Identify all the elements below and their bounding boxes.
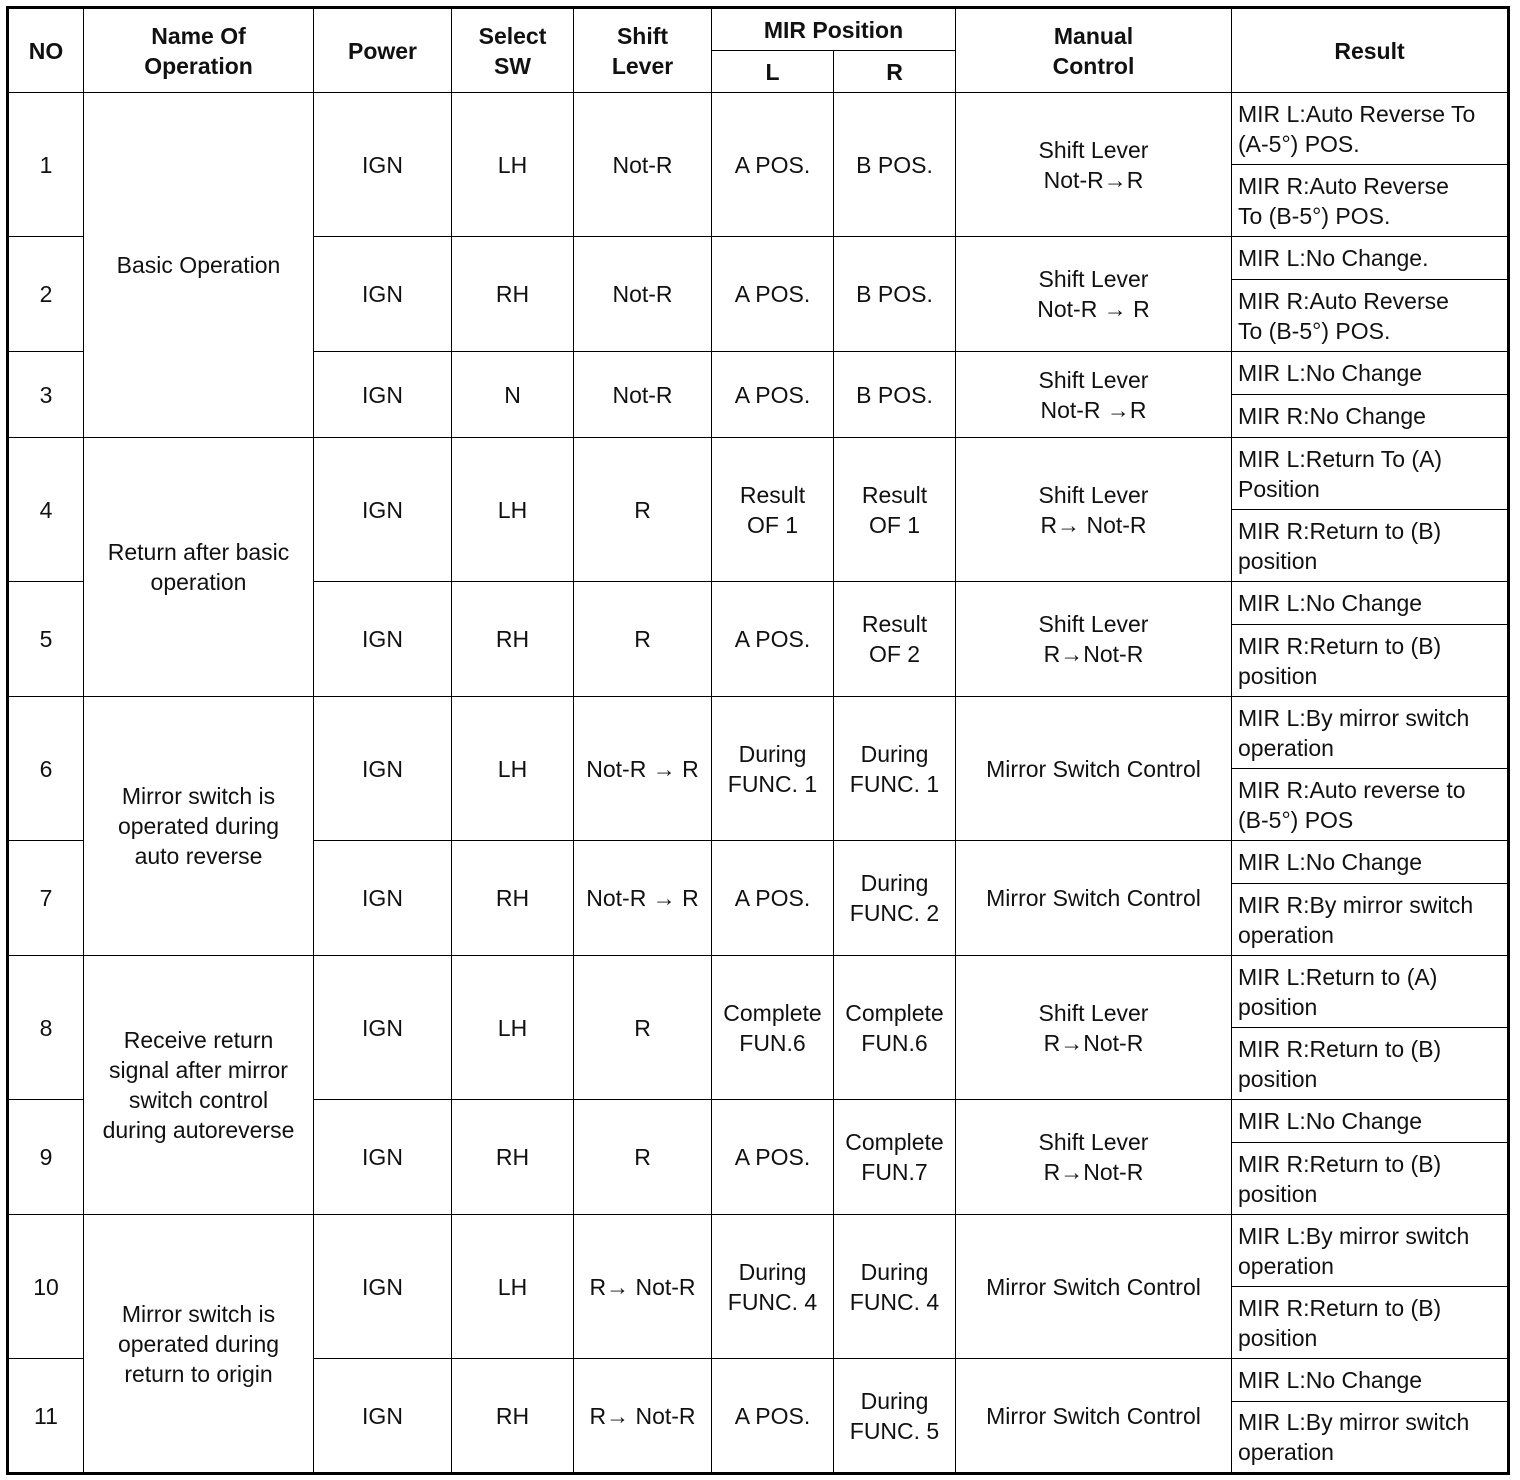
row-no: 9 bbox=[8, 1100, 84, 1215]
result-cell: MIR L:No Change bbox=[1232, 1359, 1509, 1402]
header-mir-l: L bbox=[712, 51, 834, 93]
shift-lever-cell: Not-R bbox=[574, 93, 712, 237]
mir-r-cell: During FUNC. 5 bbox=[834, 1359, 956, 1474]
mir-l-cell: A POS. bbox=[712, 1100, 834, 1215]
row-no: 3 bbox=[8, 352, 84, 438]
result-cell: MIR L:No Change. bbox=[1232, 237, 1509, 280]
select-sw-cell: RH bbox=[452, 237, 574, 352]
mir-l-cell: A POS. bbox=[712, 237, 834, 352]
manual-control-cell: Shift Lever R→Not-R bbox=[956, 582, 1232, 697]
result-cell: MIR L:By mirror switch operation bbox=[1232, 697, 1509, 769]
mir-r-cell: During FUNC. 2 bbox=[834, 841, 956, 956]
result-cell: MIR L:Return To (A) Position bbox=[1232, 438, 1509, 510]
table-row bbox=[8, 956, 1509, 1028]
header-row bbox=[8, 8, 1509, 51]
table-row bbox=[8, 697, 1509, 769]
mir-l-cell: Result OF 1 bbox=[712, 438, 834, 582]
manual-control-cell: Mirror Switch Control bbox=[956, 697, 1232, 841]
select-sw-cell: LH bbox=[452, 438, 574, 582]
select-sw-cell: LH bbox=[452, 697, 574, 841]
table-row bbox=[8, 1215, 1509, 1287]
shift-lever-cell: Not-R bbox=[574, 352, 712, 438]
power-cell: IGN bbox=[314, 1100, 452, 1215]
result-cell: MIR L:No Change bbox=[1232, 352, 1509, 395]
header-no: NO bbox=[8, 8, 84, 93]
result-cell: MIR L:Return to (A) position bbox=[1232, 956, 1509, 1028]
mir-r-cell: Result OF 1 bbox=[834, 438, 956, 582]
power-cell: IGN bbox=[314, 956, 452, 1100]
manual-control-cell: Mirror Switch Control bbox=[956, 841, 1232, 956]
power-cell: IGN bbox=[314, 841, 452, 956]
header-manual-control: Manual Control bbox=[956, 8, 1232, 93]
header-power: Power bbox=[314, 8, 452, 93]
shift-lever-cell: R bbox=[574, 956, 712, 1100]
mirror-operation-table bbox=[6, 6, 1510, 1475]
result-cell: MIR R:Return to (B) position bbox=[1232, 1287, 1509, 1359]
power-cell: IGN bbox=[314, 438, 452, 582]
manual-control-cell: Shift Lever Not-R → R bbox=[956, 237, 1232, 352]
header-mir-position: MIR Position bbox=[712, 8, 956, 51]
table-row bbox=[8, 438, 1509, 510]
mir-r-cell: Complete FUN.6 bbox=[834, 956, 956, 1100]
power-cell: IGN bbox=[314, 237, 452, 352]
result-cell: MIR L:No Change bbox=[1232, 841, 1509, 884]
result-cell: MIR R:Return to (B) position bbox=[1232, 510, 1509, 582]
power-cell: IGN bbox=[314, 93, 452, 237]
power-cell: IGN bbox=[314, 1215, 452, 1359]
mir-l-cell: During FUNC. 4 bbox=[712, 1215, 834, 1359]
result-cell: MIR R:No Change bbox=[1232, 395, 1509, 438]
result-cell: MIR L:By mirror switch operation bbox=[1232, 1215, 1509, 1287]
header-mir-r: R bbox=[834, 51, 956, 93]
manual-control-cell: Shift Lever R→ Not-R bbox=[956, 438, 1232, 582]
mir-r-cell: B POS. bbox=[834, 352, 956, 438]
shift-lever-cell: R→ Not-R bbox=[574, 1215, 712, 1359]
row-no: 7 bbox=[8, 841, 84, 956]
header-result: Result bbox=[1232, 8, 1509, 93]
select-sw-cell: RH bbox=[452, 1359, 574, 1474]
shift-lever-cell: R→ Not-R bbox=[574, 1359, 712, 1474]
shift-lever-cell: Not-R bbox=[574, 237, 712, 352]
mir-l-cell: A POS. bbox=[712, 582, 834, 697]
power-cell: IGN bbox=[314, 582, 452, 697]
result-cell: MIR L:No Change bbox=[1232, 1100, 1509, 1143]
shift-lever-cell: R bbox=[574, 1100, 712, 1215]
operation-name: Mirror switch is operated during auto reverse bbox=[84, 697, 314, 956]
row-no: 10 bbox=[8, 1215, 84, 1359]
row-no: 8 bbox=[8, 956, 84, 1100]
mir-r-cell: B POS. bbox=[834, 237, 956, 352]
select-sw-cell: RH bbox=[452, 1100, 574, 1215]
operation-name: Basic Operation bbox=[84, 93, 314, 438]
mir-l-cell: Complete FUN.6 bbox=[712, 956, 834, 1100]
row-no: 5 bbox=[8, 582, 84, 697]
mir-r-cell: Complete FUN.7 bbox=[834, 1100, 956, 1215]
manual-control-cell: Mirror Switch Control bbox=[956, 1359, 1232, 1474]
row-no: 11 bbox=[8, 1359, 84, 1474]
mir-r-cell: During FUNC. 4 bbox=[834, 1215, 956, 1359]
row-no: 2 bbox=[8, 237, 84, 352]
operation-name: Receive return signal after mirror switch control during autoreverse bbox=[84, 956, 314, 1215]
result-cell: MIR R:By mirror switch operation bbox=[1232, 884, 1509, 956]
manual-control-cell: Mirror Switch Control bbox=[956, 1215, 1232, 1359]
mir-r-cell: Result OF 2 bbox=[834, 582, 956, 697]
select-sw-cell: LH bbox=[452, 93, 574, 237]
select-sw-cell: RH bbox=[452, 841, 574, 956]
mir-r-cell: During FUNC. 1 bbox=[834, 697, 956, 841]
result-cell: MIR R:Return to (B) position bbox=[1232, 625, 1509, 697]
operation-name: Mirror switch is operated during return to origin bbox=[84, 1215, 314, 1474]
manual-control-cell: Shift Lever Not-R→R bbox=[956, 93, 1232, 237]
manual-control-cell: Shift Lever R→Not-R bbox=[956, 1100, 1232, 1215]
select-sw-cell: RH bbox=[452, 582, 574, 697]
table-row bbox=[8, 93, 1509, 165]
mir-r-cell: B POS. bbox=[834, 93, 956, 237]
shift-lever-cell: R bbox=[574, 438, 712, 582]
select-sw-cell: LH bbox=[452, 1215, 574, 1359]
power-cell: IGN bbox=[314, 697, 452, 841]
power-cell: IGN bbox=[314, 352, 452, 438]
row-no: 4 bbox=[8, 438, 84, 582]
result-cell: MIR L:By mirror switch operation bbox=[1232, 1402, 1509, 1474]
result-cell: MIR R:Auto reverse to (B-5°) POS bbox=[1232, 769, 1509, 841]
result-cell: MIR R:Auto Reverse To (B-5°) POS. bbox=[1232, 165, 1509, 237]
manual-control-cell: Shift Lever Not-R →R bbox=[956, 352, 1232, 438]
shift-lever-cell: Not-R → R bbox=[574, 697, 712, 841]
mir-l-cell: A POS. bbox=[712, 352, 834, 438]
operation-name: Return after basic operation bbox=[84, 438, 314, 697]
table-container bbox=[6, 6, 1510, 1475]
result-cell: MIR R:Return to (B) position bbox=[1232, 1143, 1509, 1215]
header-name-of-operation: Name Of Operation bbox=[84, 8, 314, 93]
row-no: 6 bbox=[8, 697, 84, 841]
mir-l-cell: A POS. bbox=[712, 841, 834, 956]
result-cell: MIR L:No Change bbox=[1232, 582, 1509, 625]
select-sw-cell: N bbox=[452, 352, 574, 438]
header-select-sw: Select SW bbox=[452, 8, 574, 93]
manual-control-cell: Shift Lever R→Not-R bbox=[956, 956, 1232, 1100]
result-cell: MIR R:Auto Reverse To (B-5°) POS. bbox=[1232, 280, 1509, 352]
mir-l-cell: A POS. bbox=[712, 1359, 834, 1474]
shift-lever-cell: Not-R → R bbox=[574, 841, 712, 956]
header-shift-lever: Shift Lever bbox=[574, 8, 712, 93]
select-sw-cell: LH bbox=[452, 956, 574, 1100]
result-cell: MIR L:Auto Reverse To (A-5°) POS. bbox=[1232, 93, 1509, 165]
result-cell: MIR R:Return to (B) position bbox=[1232, 1028, 1509, 1100]
power-cell: IGN bbox=[314, 1359, 452, 1474]
shift-lever-cell: R bbox=[574, 582, 712, 697]
row-no: 1 bbox=[8, 93, 84, 237]
mir-l-cell: A POS. bbox=[712, 93, 834, 237]
mir-l-cell: During FUNC. 1 bbox=[712, 697, 834, 841]
